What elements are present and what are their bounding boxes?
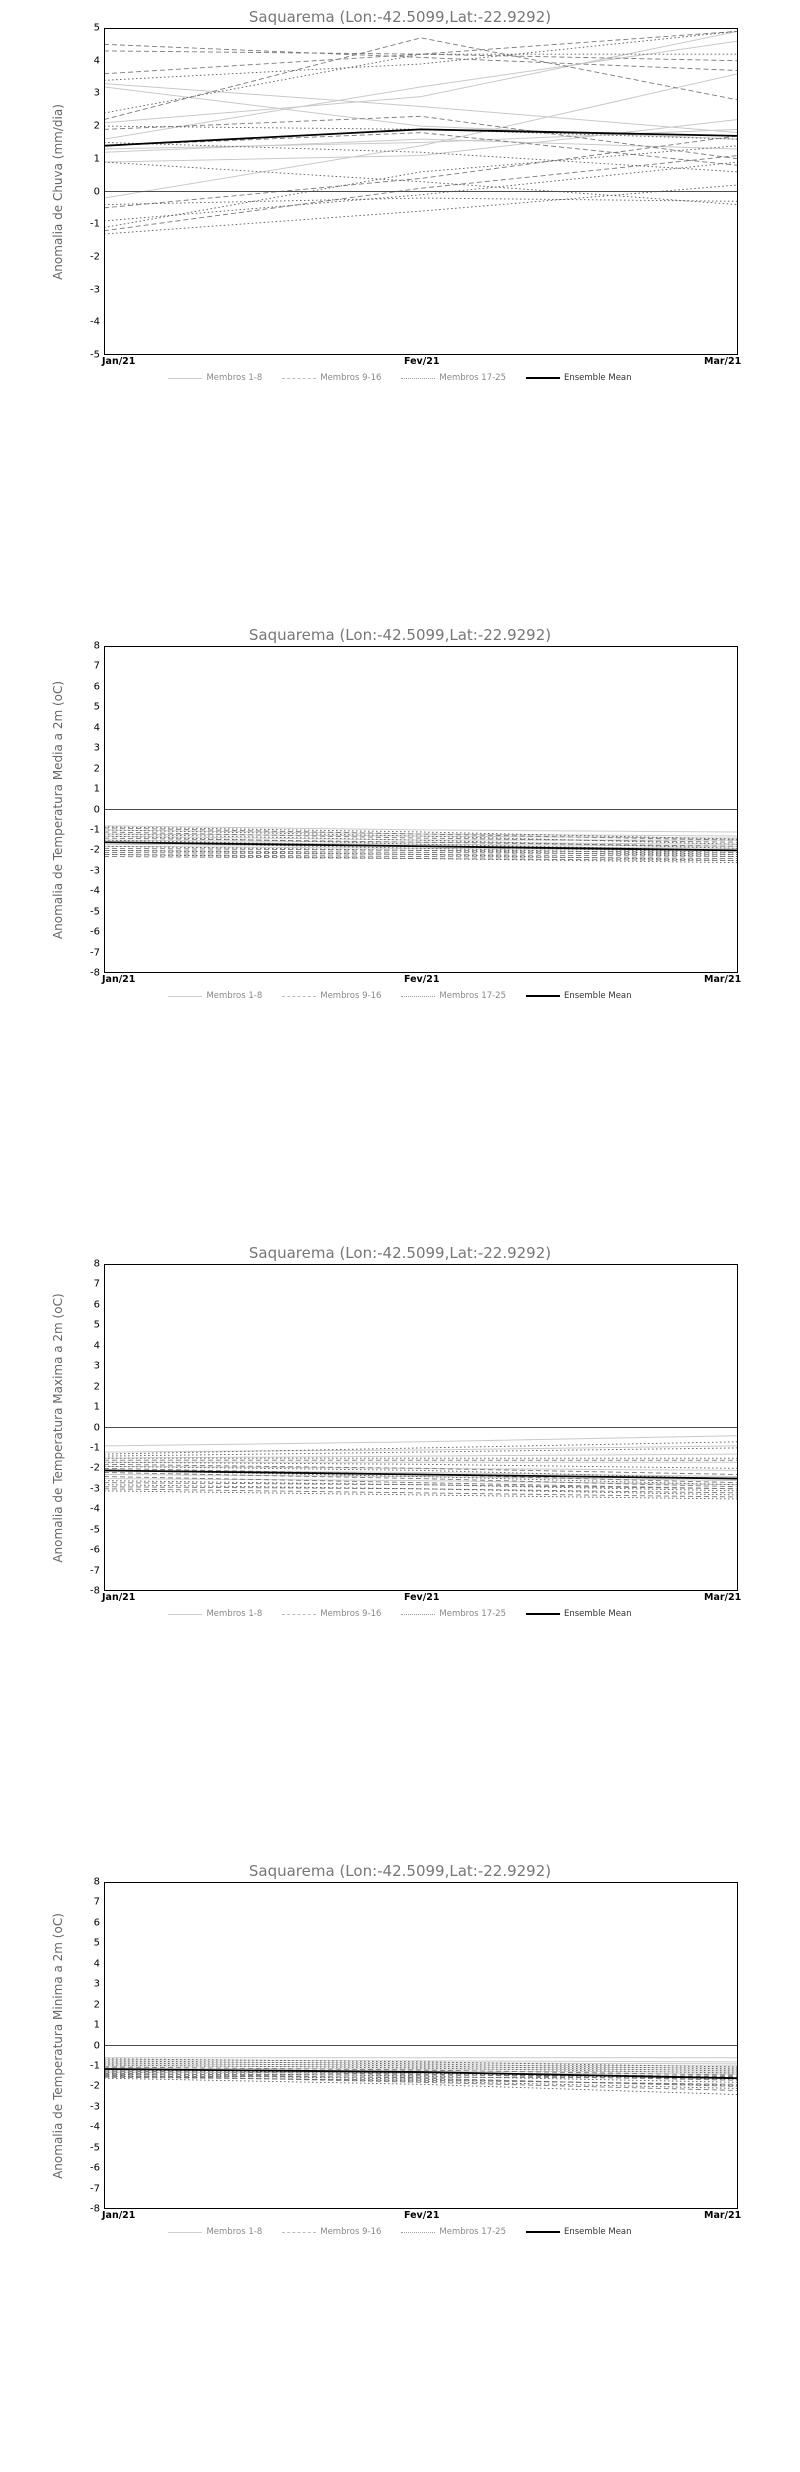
legend-label: Membros 1-8 xyxy=(206,2227,263,2237)
x-axis-tick: Jan/21 xyxy=(102,356,136,367)
y-axis-tick: -8 xyxy=(90,2203,100,2215)
y-axis-tick: -3 xyxy=(90,284,100,296)
series-line xyxy=(104,146,738,228)
y-axis-label: Anomalia de Chuva (mm/dia) xyxy=(51,103,65,280)
plot-lines xyxy=(0,618,800,1236)
y-axis-tick: 4 xyxy=(93,1958,100,1970)
y-axis-tick: -5 xyxy=(90,349,100,361)
legend-item xyxy=(401,991,506,1002)
y-axis-tick: -4 xyxy=(90,2121,100,2133)
y-axis-tick: -5 xyxy=(90,1524,100,1536)
x-axis-tick: Mar/21 xyxy=(704,1592,742,1603)
x-axis-tick: Fev/21 xyxy=(404,1592,440,1603)
y-axis-tick: 4 xyxy=(93,1340,100,1352)
legend-swatch-icon xyxy=(401,2232,435,2233)
y-axis-tick: 2 xyxy=(93,120,100,132)
series-line xyxy=(104,1446,738,1452)
y-axis-label: Anomalia de Temperatura Media a 2m (oC) xyxy=(51,680,65,939)
y-axis-tick: 2 xyxy=(93,763,100,775)
legend-label: Membros 9-16 xyxy=(320,1609,382,1619)
y-axis-tick: 8 xyxy=(93,1876,100,1888)
y-axis-tick: -2 xyxy=(90,844,100,856)
chart-legend xyxy=(0,1609,800,1620)
y-axis-tick: -1 xyxy=(90,824,100,836)
series-line xyxy=(104,854,738,858)
legend-label: Ensemble Mean xyxy=(563,373,632,383)
legend-item xyxy=(401,2227,506,2238)
legend-label: Membros 9-16 xyxy=(320,373,382,383)
legend-swatch-icon xyxy=(526,1613,560,1615)
legend-swatch-icon xyxy=(168,2232,202,2233)
series-line xyxy=(104,74,738,198)
y-axis-tick: -5 xyxy=(90,2142,100,2154)
legend-swatch-icon xyxy=(526,995,560,997)
legend-item xyxy=(168,1609,262,1620)
x-axis-tick: Jan/21 xyxy=(102,2210,136,2221)
y-axis-tick: -7 xyxy=(90,2183,100,2195)
y-axis-tick: -6 xyxy=(90,2162,100,2174)
series-line xyxy=(104,38,738,120)
y-axis-tick: -8 xyxy=(90,967,100,979)
legend-swatch-icon xyxy=(168,378,202,379)
chart-title: Saquarema (Lon:-42.5099,Lat:-22.9292) xyxy=(248,1862,552,1880)
legend-swatch-icon xyxy=(282,378,316,379)
series-line xyxy=(104,198,738,205)
y-axis-label: Anomalia de Temperatura Minima a 2m (oC) xyxy=(51,1912,65,2179)
series-line xyxy=(104,850,738,854)
y-axis-tick: -2 xyxy=(90,1462,100,1474)
y-axis-tick: -2 xyxy=(90,251,100,263)
legend-item xyxy=(526,2227,632,2238)
series-line xyxy=(104,2078,738,2094)
y-axis-tick: -1 xyxy=(90,2060,100,2072)
legend-label: Ensemble Mean xyxy=(563,1609,632,1619)
legend-item xyxy=(526,1609,632,1620)
legend-label: Membros 17-25 xyxy=(439,373,506,383)
y-axis-tick: 7 xyxy=(93,1278,100,1290)
y-axis-tick: 5 xyxy=(93,22,100,34)
y-axis-tick: -7 xyxy=(90,1565,100,1577)
chart-title: Saquarema (Lon:-42.5099,Lat:-22.9292) xyxy=(248,1244,552,1262)
chart-legend xyxy=(0,373,800,384)
y-axis-tick: 1 xyxy=(93,783,100,795)
legend-item xyxy=(526,373,632,384)
legend-item xyxy=(168,2227,262,2238)
plot-lines xyxy=(0,1236,800,1854)
legend-label: Membros 9-16 xyxy=(320,2227,382,2237)
y-axis-tick: -3 xyxy=(90,1483,100,1495)
y-axis-tick: 6 xyxy=(93,1917,100,1929)
legend-swatch-icon xyxy=(401,1614,435,1615)
legend-label: Membros 9-16 xyxy=(320,991,382,1001)
legend-item xyxy=(282,2227,381,2238)
legend-swatch-icon xyxy=(401,378,435,379)
y-axis-tick: 2 xyxy=(93,1381,100,1393)
legend-swatch-icon xyxy=(282,2232,316,2233)
y-axis-tick: 0 xyxy=(93,186,100,197)
legend-swatch-icon xyxy=(526,377,560,379)
series-line xyxy=(104,31,738,80)
chart-panel-temp-maxima xyxy=(0,1236,800,1854)
y-axis-tick: -5 xyxy=(90,906,100,918)
y-axis-tick: -1 xyxy=(90,1442,100,1454)
series-line xyxy=(104,54,738,113)
y-axis-tick: 0 xyxy=(93,804,100,815)
y-axis-tick: 2 xyxy=(93,1999,100,2011)
y-axis-tick: 1 xyxy=(93,1401,100,1413)
y-axis-tick: -3 xyxy=(90,865,100,877)
series-line xyxy=(104,1477,738,1489)
y-axis-tick: -8 xyxy=(90,1585,100,1597)
legend-label: Membros 17-25 xyxy=(439,991,506,1001)
legend-label: Ensemble Mean xyxy=(563,991,632,1001)
chart-legend xyxy=(0,2227,800,2238)
y-axis-tick: -3 xyxy=(90,2101,100,2113)
x-axis-tick: Jan/21 xyxy=(102,1592,136,1603)
series-line xyxy=(104,1489,738,1497)
x-axis-tick: Mar/21 xyxy=(704,974,742,985)
y-axis-tick: -7 xyxy=(90,947,100,959)
legend-label: Membros 1-8 xyxy=(206,991,263,1001)
series-line xyxy=(104,84,738,133)
legend-swatch-icon xyxy=(282,1614,316,1615)
x-axis-tick: Fev/21 xyxy=(404,974,440,985)
y-axis-label: Anomalia de Temperatura Maxima a 2m (oC) xyxy=(51,1292,65,1563)
y-axis-tick: -6 xyxy=(90,1544,100,1556)
series-line xyxy=(104,1436,738,1446)
legend-swatch-icon xyxy=(168,996,202,997)
y-axis-tick: 5 xyxy=(93,701,100,713)
y-axis-tick: -6 xyxy=(90,926,100,938)
legend-swatch-icon xyxy=(282,996,316,997)
y-axis-tick: 4 xyxy=(93,55,100,67)
series-line xyxy=(104,126,738,139)
y-axis-tick: 7 xyxy=(93,660,100,672)
series-line xyxy=(104,830,738,836)
legend-swatch-icon xyxy=(168,1614,202,1615)
y-axis-tick: 3 xyxy=(93,1978,100,1990)
legend-item xyxy=(282,373,381,384)
legend-item xyxy=(168,373,262,384)
y-axis-tick: 4 xyxy=(93,722,100,734)
x-axis-tick: Fev/21 xyxy=(404,356,440,367)
legend-item xyxy=(168,991,262,1002)
y-axis-tick: 3 xyxy=(93,87,100,99)
legend-item xyxy=(401,373,506,384)
series-line xyxy=(104,31,738,123)
y-axis-tick: 6 xyxy=(93,1299,100,1311)
series-line xyxy=(104,1481,738,1491)
y-axis-tick: 5 xyxy=(93,1319,100,1331)
legend-label: Membros 17-25 xyxy=(439,1609,506,1619)
y-axis-tick: -2 xyxy=(90,2080,100,2092)
y-axis-tick: 3 xyxy=(93,742,100,754)
x-axis-tick: Jan/21 xyxy=(102,974,136,985)
y-axis-tick: 1 xyxy=(93,2019,100,2031)
legend-label: Membros 1-8 xyxy=(206,1609,263,1619)
plot-lines xyxy=(0,1854,800,2472)
legend-label: Membros 17-25 xyxy=(439,2227,506,2237)
legend-swatch-icon xyxy=(526,2231,560,2233)
legend-label: Ensemble Mean xyxy=(563,2227,632,2237)
y-axis-tick: -4 xyxy=(90,1503,100,1515)
legend-item xyxy=(282,991,381,1002)
series-line xyxy=(104,129,738,145)
y-axis-tick: 7 xyxy=(93,1896,100,1908)
chart-title: Saquarema (Lon:-42.5099,Lat:-22.9292) xyxy=(248,626,552,644)
x-axis-tick: Mar/21 xyxy=(704,2210,742,2221)
y-axis-tick: 5 xyxy=(93,1937,100,1949)
y-axis-tick: 1 xyxy=(93,153,100,165)
chart-panel-temp-minima xyxy=(0,1854,800,2472)
chart-title: Saquarema (Lon:-42.5099,Lat:-22.9292) xyxy=(248,8,552,26)
y-axis-tick: 6 xyxy=(93,681,100,693)
y-axis-tick: 0 xyxy=(93,1422,100,1433)
y-axis-tick: 0 xyxy=(93,2040,100,2051)
y-axis-tick: -1 xyxy=(90,218,100,230)
legend-label: Membros 1-8 xyxy=(206,373,263,383)
y-axis-tick: 8 xyxy=(93,640,100,652)
plot-lines xyxy=(0,0,800,618)
y-axis-tick: 3 xyxy=(93,1360,100,1372)
x-axis-tick: Fev/21 xyxy=(404,2210,440,2221)
legend-item xyxy=(526,991,632,1002)
chart-legend xyxy=(0,991,800,1002)
series-line xyxy=(104,1454,738,1458)
y-axis-tick: -4 xyxy=(90,316,100,328)
chart-panel-chuva xyxy=(0,0,800,618)
chart-panel-temp-media xyxy=(0,618,800,1236)
legend-swatch-icon xyxy=(401,996,435,997)
series-line xyxy=(104,44,738,70)
legend-item xyxy=(282,1609,381,1620)
series-line xyxy=(104,1470,738,1478)
series-line xyxy=(104,1462,738,1468)
y-axis-tick: -4 xyxy=(90,885,100,897)
x-axis-tick: Mar/21 xyxy=(704,356,742,367)
series-line xyxy=(104,1466,738,1470)
series-line xyxy=(104,185,738,234)
y-axis-tick: 8 xyxy=(93,1258,100,1270)
series-line xyxy=(104,1485,738,1495)
legend-item xyxy=(401,1609,506,1620)
